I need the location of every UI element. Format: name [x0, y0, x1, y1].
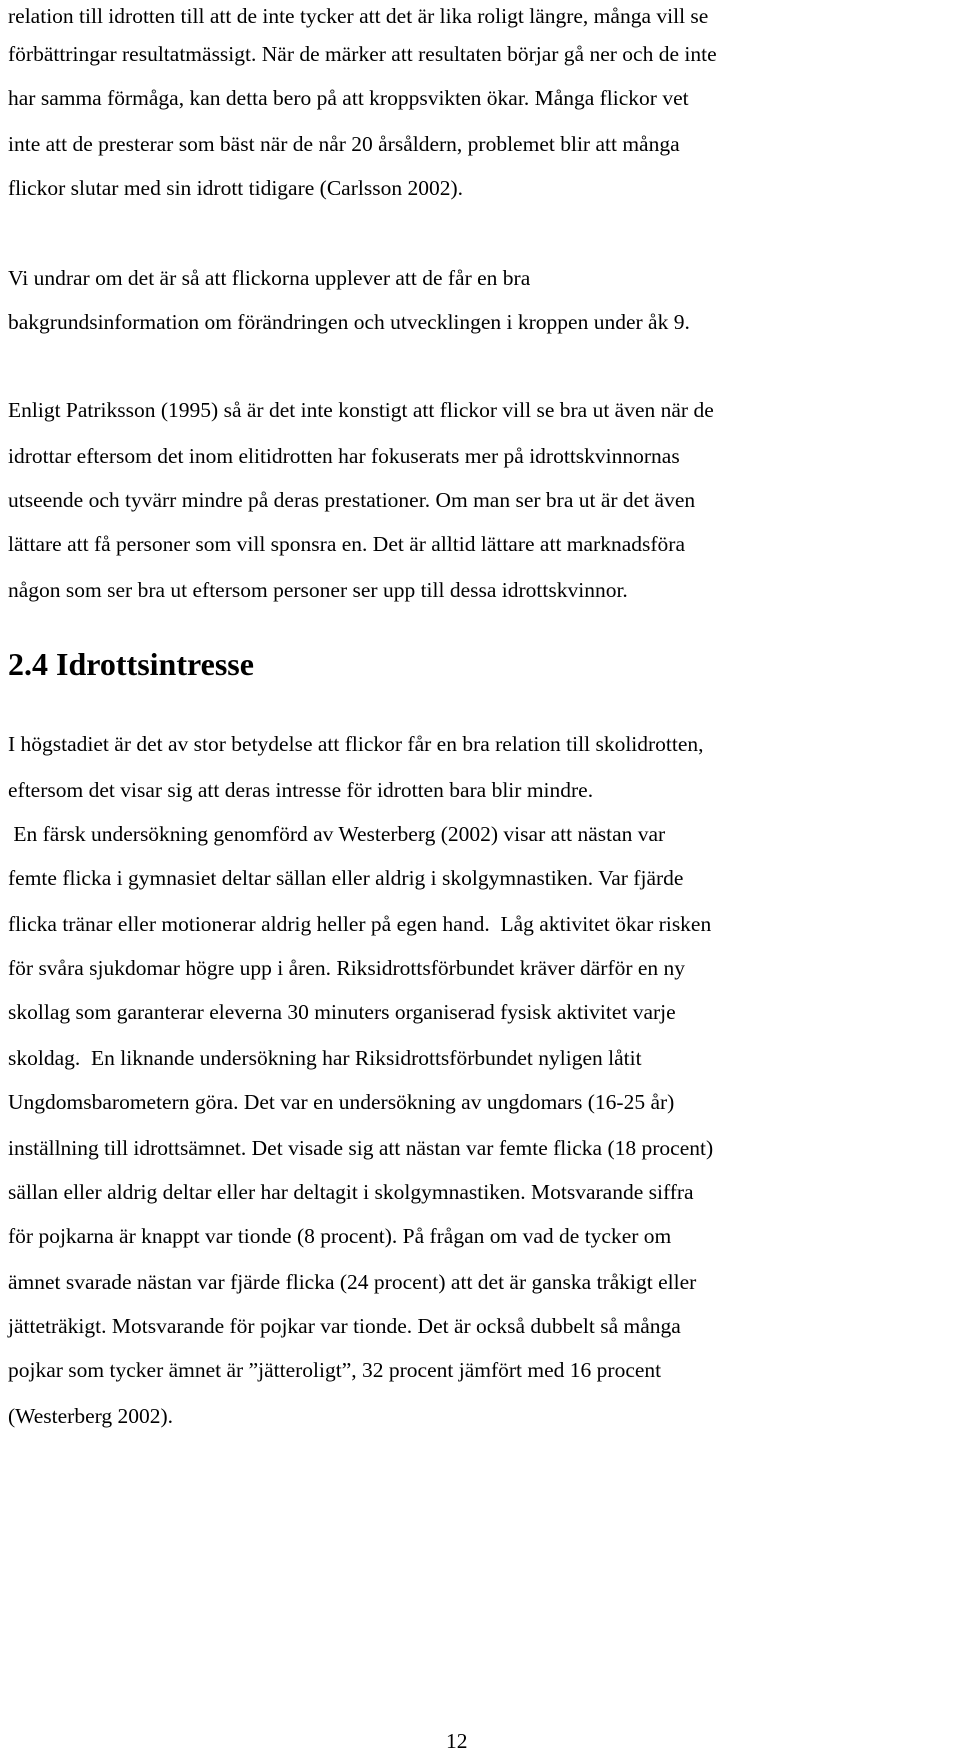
text-line: utseende och tyvärr mindre på deras prestationer. Om man ser bra ut är det även	[8, 488, 696, 512]
text-line: för pojkarna är knappt var tionde (8 procent). På frågan om vad de tycker om	[8, 1224, 672, 1248]
text-line: bakgrundsinformation om förändringen och utvecklingen i kroppen under åk 9.	[8, 310, 690, 334]
text-line: eftersom det visar sig att deras intresse för idrotten bara blir mindre.	[8, 778, 594, 802]
text-line: någon som ser bra ut eftersom personer ser upp till dessa idrottskvinnor.	[8, 578, 628, 602]
text-line: inställning till idrottsämnet. Det visade sig att nästan var femte flicka (18 procent)	[8, 1136, 714, 1160]
text-line: för svåra sjukdomar högre upp i åren. Riksidrottsförbundet kräver därför en ny	[8, 956, 686, 980]
text-line: (Westerberg 2002).	[8, 1404, 174, 1428]
text-line: sällan eller aldrig deltar eller har deltagit i skolgymnastiken. Motsvarande siffra	[8, 1180, 694, 1204]
text-line: skoldag. En liknande undersökning har Riksidrottsförbundet nyligen låtit	[8, 1046, 642, 1070]
text-line: flicka tränar eller motionerar aldrig heller på egen hand. Låg aktivitet ökar risken	[8, 912, 712, 936]
text-line: flickor slutar med sin idrott tidigare (Carlsson 2002).	[8, 176, 463, 200]
text-line: lättare att få personer som vill sponsra en. Det är alltid lättare att marknadsföra	[8, 532, 685, 556]
text-line: idrottar eftersom det inom elitidrotten har fokuserats mer på idrottskvinnornas	[8, 444, 680, 468]
text-line: pojkar som tycker ämnet är ”jätteroligt”, 32 procent jämfört med 16 procent	[8, 1358, 662, 1382]
text-line: förbättringar resultatmässigt. När de märker att resultaten börjar gå ner och de inte	[8, 42, 717, 66]
text-line: En färsk undersökning genomförd av Westerberg (2002) visar att nästan var	[8, 822, 666, 846]
text-line: femte flicka i gymnasiet deltar sällan eller aldrig i skolgymnastiken. Var fjärde	[8, 866, 684, 890]
text-line: I högstadiet är det av stor betydelse att flickor får en bra relation till skolidrotten,	[8, 732, 704, 756]
text-line: Vi undrar om det är så att flickorna upplever att de får en bra	[8, 266, 531, 290]
text-line: jätteträkigt. Motsvarande för pojkar var tionde. Det är också dubbelt så många	[8, 1314, 681, 1338]
text-line: ämnet svarade nästan var fjärde flicka (24 procent) att det är ganska tråkigt eller	[8, 1270, 697, 1294]
page-number: 12	[446, 1729, 468, 1753]
text-line: Ungdomsbarometern göra. Det var en undersökning av ungdomars (16-25 år)	[8, 1090, 675, 1114]
text-line: Enligt Patriksson (1995) så är det inte konstigt att flickor vill se bra ut även när de	[8, 398, 714, 422]
text-line: relation till idrotten till att de inte tycker att det är lika roligt längre, många vill se	[8, 4, 709, 28]
text-line: skollag som garanterar eleverna 30 minuters organiserad fysisk aktivitet varje	[8, 1000, 676, 1024]
text-line: har samma förmåga, kan detta bero på att kroppsvikten ökar. Många flickor vet	[8, 86, 689, 110]
section-heading: 2.4 Idrottsintresse	[8, 646, 254, 682]
text-line: inte att de presterar som bäst när de når 20 årsåldern, problemet blir att många	[8, 132, 680, 156]
